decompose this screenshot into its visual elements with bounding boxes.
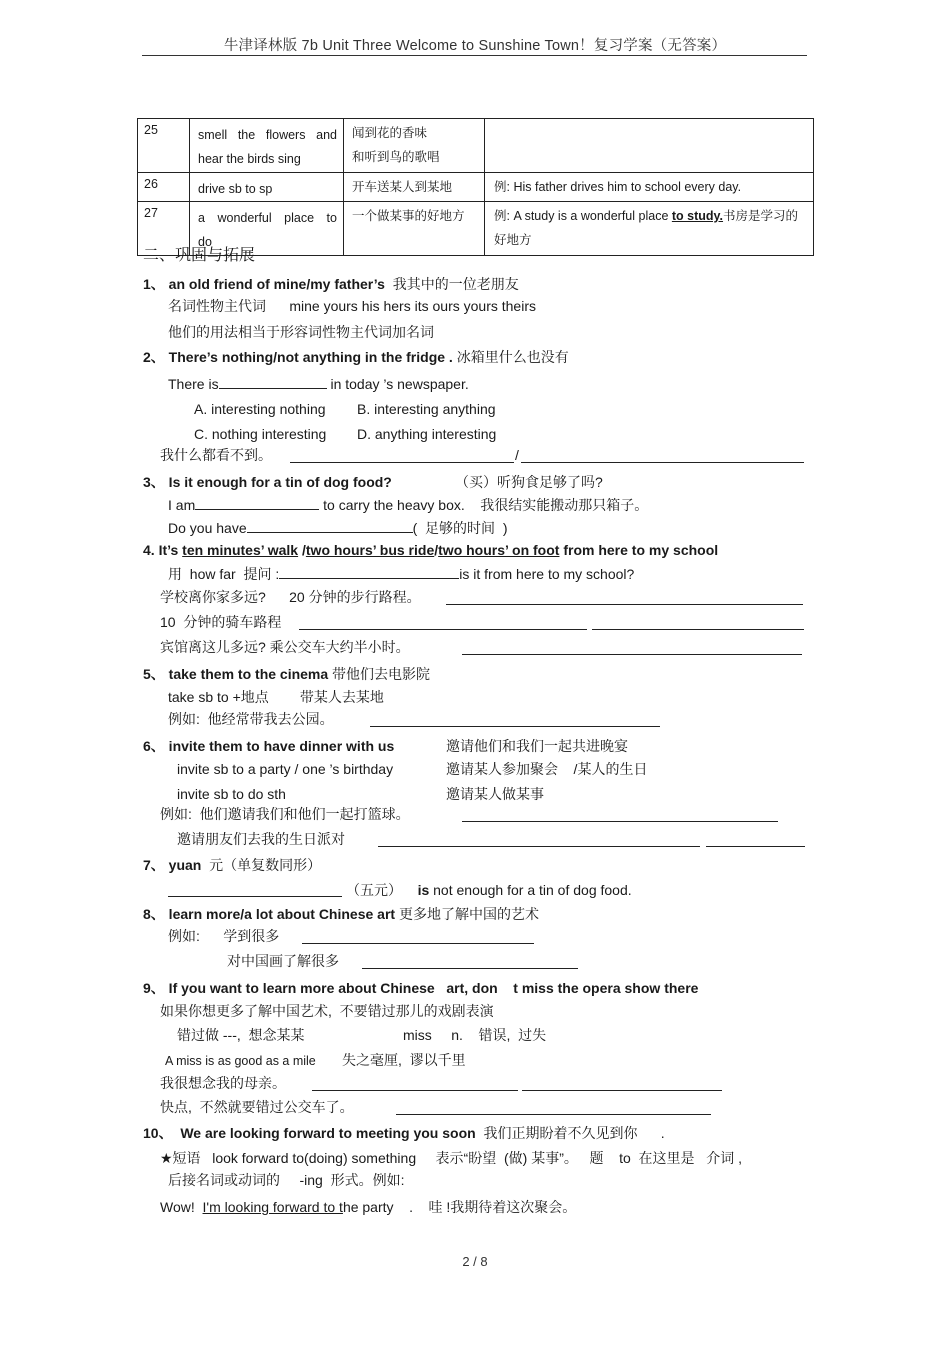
example: [485, 119, 814, 173]
item-4-line: 用 how far 提问 : is it from here to my school?: [168, 566, 635, 582]
item-8-line: 对中国画了解很多: [227, 953, 339, 969]
item-8-line: 例如: 学到很多: [168, 928, 280, 944]
section-title: 二、巩固与拓展: [143, 247, 256, 264]
answer-blank[interactable]: [462, 654, 802, 655]
item-9-line: 快点, 不然就要错过公交车了。: [160, 1099, 354, 1115]
item-6-line: invite sb to do sth: [177, 786, 286, 802]
answer-blank[interactable]: [302, 943, 534, 944]
item-6-cn: 邀请某人做某事: [446, 786, 544, 802]
row-number: 27: [138, 202, 190, 256]
item-3-line: Do you have ( 足够的时间 ): [168, 520, 508, 536]
option-c: C. nothing interesting: [194, 426, 327, 442]
option-d: D. anything interesting: [357, 426, 497, 442]
item-2-heading: 2、 There’s nothing/not anything in the fridge . 冰箱里什么也没有: [143, 349, 569, 365]
vocab-table: [137, 118, 814, 256]
item-5-heading: 5、 take them to the cinema 带他们去电影院: [143, 666, 431, 682]
english-phrase: smell the flowers and hear the birds sing: [190, 119, 344, 173]
item-8-heading: 8、 learn more/a lot about Chinese art 更多地了解中国的艺术: [143, 906, 539, 922]
slash: /: [515, 447, 519, 463]
page-number: 2 / 8: [462, 1254, 488, 1269]
item-6-heading: 6、 invite them to have dinner with us: [143, 738, 395, 754]
item-10-line: Wow! I'm looking forward to the party . 哇 !我期待着这次聚会。: [160, 1199, 577, 1215]
answer-blank[interactable]: [706, 846, 805, 847]
row-number: 25: [138, 119, 190, 173]
item-9-line: 我很想念我的母亲。: [160, 1075, 286, 1091]
english-phrase: drive sb to sp: [190, 173, 344, 202]
item-10-line: 后接名词或动词的 -ing 形式。例如:: [168, 1172, 405, 1188]
item-2-line: There is in today ’s newspaper.: [168, 376, 469, 392]
item-5-line: take sb to +地点 带某人去某地: [168, 689, 384, 705]
answer-blank[interactable]: [247, 518, 413, 533]
item-3-cn: （买）听狗食足够了吗?: [455, 474, 603, 490]
answer-blank[interactable]: [592, 629, 804, 630]
item-6-cn: 邀请他们和我们一起共进晚宴: [446, 738, 628, 754]
answer-blank[interactable]: [195, 495, 319, 510]
item-2-line: 我什么都看不到。: [160, 447, 272, 463]
item-9-cn: 失之毫厘, 谬以千里: [342, 1052, 466, 1068]
item-4-line: 宾馆离这儿多远? 乘公交车大约半小时。: [160, 639, 410, 655]
item-9-heading: 9、 If you want to learn more about Chinese art, don t miss the opera show there: [143, 980, 699, 996]
answer-blank[interactable]: [378, 846, 700, 847]
answer-blank[interactable]: [279, 564, 459, 579]
answer-blank[interactable]: [396, 1114, 711, 1115]
item-9-line: 错过做 ---, 想念某某: [177, 1027, 305, 1043]
answer-blank[interactable]: [462, 821, 778, 822]
row-number: 26: [138, 173, 190, 202]
option-b: B. interesting anything: [357, 401, 496, 417]
item-6-line: 邀请朋友们去我的生日派对: [177, 831, 345, 847]
chinese-meaning: 闻到花的香味 和听到鸟的歌唱: [344, 119, 485, 173]
table-row: [138, 119, 814, 173]
item-4-heading: 4. It’s ten minutes’ walk /two hours’ bus ride/two hours’ on foot from here to my school: [143, 542, 719, 558]
answer-blank[interactable]: [168, 896, 342, 897]
chinese-meaning: 开车送某人到某地: [344, 173, 485, 202]
answer-blank[interactable]: [290, 462, 514, 463]
item-9-line: miss n. 错误, 过失: [403, 1027, 547, 1043]
example: 例: A study is a wonderful place to study.书房是学习的 好地方: [485, 202, 814, 256]
answer-blank[interactable]: [299, 629, 587, 630]
item-1-line: 名词性物主代词 mine yours his hers its ours yours theirs: [168, 298, 536, 314]
answer-blank[interactable]: [370, 726, 660, 727]
item-1-heading: 1、 an old friend of mine/my father’s 我其中的一位老朋友: [143, 276, 519, 292]
answer-blank[interactable]: [521, 462, 804, 463]
item-3-heading: 3、 Is it enough for a tin of dog food?: [143, 474, 392, 490]
item-10-heading: 10、 We are looking forward to meeting you soon 我们正期盼着不久见到你 .: [143, 1125, 665, 1141]
item-4-line: 10 分钟的骑车路程: [160, 614, 282, 630]
page-header: 牛津译林版 7b Unit Three Welcome to Sunshine Town！复习学案（无答案）: [223, 38, 727, 54]
item-1-line: 他们的用法相当于形容词性物主代词加名词: [168, 324, 434, 340]
item-6-cn: 邀请某人参加聚会 /某人的生日: [446, 761, 648, 777]
item-6-line: 例如: 他们邀请我们和他们一起打篮球。: [160, 806, 410, 822]
chinese-meaning: 一个做某事的好地方: [344, 202, 485, 256]
item-9-line: A miss is as good as a mile: [165, 1054, 316, 1068]
answer-blank[interactable]: [446, 604, 803, 605]
item-6-line: invite sb to a party / one ’s birthday: [177, 761, 394, 777]
english-phrase: a wonderful place to do: [190, 202, 344, 256]
answer-blank[interactable]: [219, 374, 327, 389]
item-5-line: 例如: 他经常带我去公园。: [168, 711, 334, 727]
answer-blank[interactable]: [312, 1090, 518, 1091]
answer-blank[interactable]: [522, 1090, 722, 1091]
item-4-line: 学校离你家多远? 20 分钟的步行路程。: [160, 589, 421, 605]
item-3-line: I am to carry the heavy box. 我很结实能搬动那只箱子。: [168, 497, 649, 513]
item-10-line: ★短语 look forward to(doing) something 表示“盼望 (做) 某事”。 题 to 在这里是 介词 ,: [160, 1150, 742, 1166]
answer-blank[interactable]: [362, 968, 578, 969]
item-7-line: （五元） is not enough for a tin of dog food.: [346, 882, 632, 898]
item-9-line: 如果你想更多了解中国艺术, 不要错过那儿的戏剧表演: [160, 1003, 494, 1019]
example: 例: His father drives him to school every day.: [485, 173, 814, 202]
option-a: A. interesting nothing: [194, 401, 326, 417]
item-7-heading: 7、 yuan 元（单复数同形）: [143, 857, 322, 873]
table-row: [138, 173, 814, 202]
header-rule: [142, 55, 807, 56]
